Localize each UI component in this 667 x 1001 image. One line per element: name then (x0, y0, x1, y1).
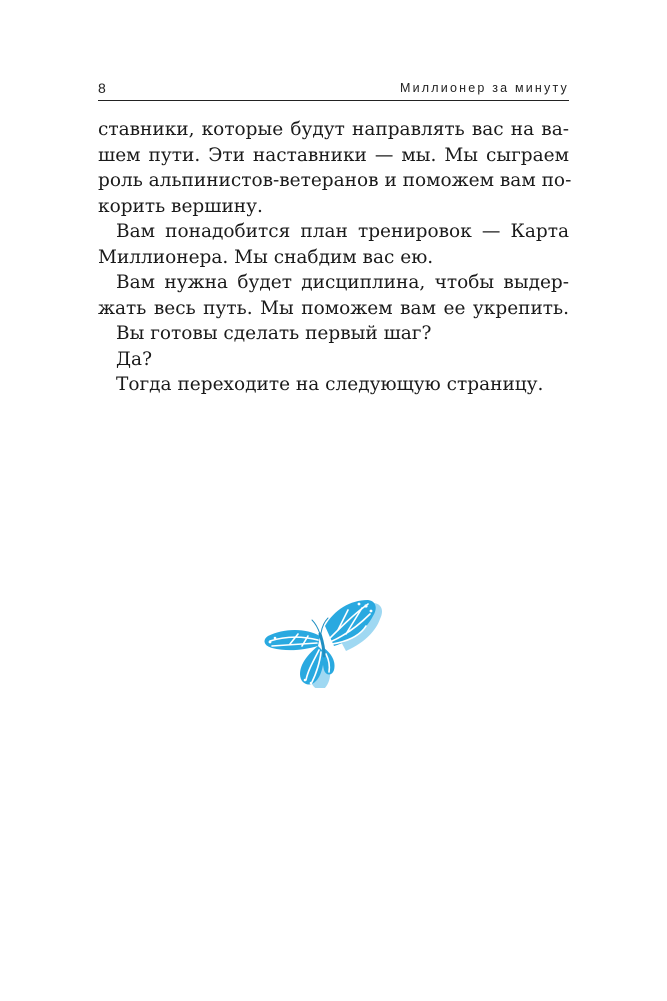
running-title: Миллионер за минуту (400, 81, 569, 95)
text-line: шем пути. Эти наставники — мы. Мы сыграем (98, 144, 569, 166)
running-head (98, 80, 569, 101)
text-line: Вам понадобится план тренировок — Карта (116, 221, 569, 242)
text-line: корить вершину. (98, 195, 263, 217)
text-line: роль альпинистов-ветеранов и поможем вам по- (98, 170, 572, 191)
text-line: Вы готовы сделать первый шаг? (116, 323, 432, 344)
text-line: Да? (116, 348, 152, 370)
text-line: жать весь путь. Мы поможем вам ее укрепить. (98, 297, 569, 319)
text-line: Тогда переходите на следующую страницу. (116, 374, 544, 395)
butterfly-icon (262, 596, 382, 688)
text-line: Вам нужна будет дисциплина, чтобы выдер- (116, 272, 569, 293)
text-line: ставники, которые будут направлять вас на ва- (98, 119, 569, 140)
page-number: 8 (98, 80, 107, 96)
body-text (98, 117, 572, 398)
text-line: Миллионера. Мы снабдим вас ею. (98, 246, 434, 268)
